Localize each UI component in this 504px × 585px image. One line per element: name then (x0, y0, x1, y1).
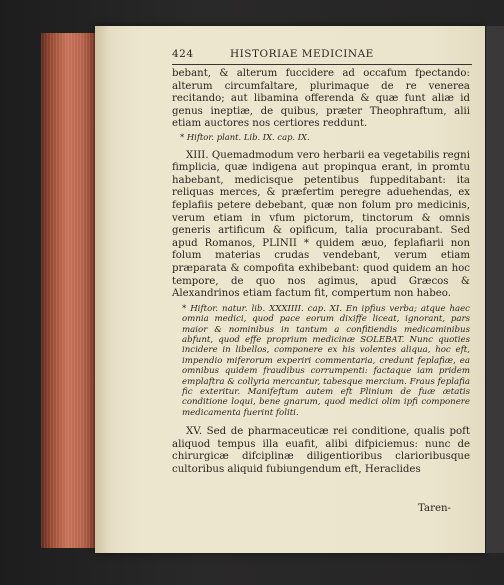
opening-paragraph: bebant, & alterum fuccidere ad occafum fpectando: alterum circumfaltare, plurimaque de re venerea recitando; aut libamina offerenda & quæ funt aliæ id genus ineptiæ, de quibus, præter Theophraftum, alii etiam auctores nos certiores reddunt. (172, 68, 470, 130)
section-xiii: XIII. Quemadmodum vero herbarii ea vegetabilis regni fimplicia, quæ indigena aut propinqua erant, in promtu habebant, medicisque petentibus fuppeditabant: ita reliquas merces, & præfertim peregre aduehendas, ex feplafiis petere debebant, quæ non folum pro medicinis, verum etiam in vfum pictorum, tinctorum & omnis generis artificum & opificum, talia procurabant. Sed apud Romanos, PLINII * quidem æuo, feplafiarii non folum materias crudas vendebant, verum etiam præparata & compofita exhibebant: quod quidem an hoc tempore, de quo nos agimus, apud Græcos & Alexandrinos etiam factum fit, compertum non habeo. (172, 149, 470, 300)
header-rule (172, 64, 472, 65)
page-number: 424 (172, 48, 194, 60)
scan-border (486, 26, 504, 553)
footnote-2: * Hiftor. natur. lib. XXXIIII. cap. XI. En ipfius verba; atque haec omnia medici, quod pace eorum dixiffe liceat, ignorant, pars maior & nominibus in tantum a confitiendis medicaminibus abfunt, quod effe proprium medicinæ SOLEBAT. Nunc quoties incidere in libellos, componere ex his volentes aliqua, hoc eft, impendio miferorum experiri commentaria, credunt feplafiæ, ea omnibus quidem fraudibus corrumpenti: factaque iam pridem emplaftra & collyria mercantur, tabesque mercium. Fraus feplafia fic exteritur. Manifeftum autem eft Plinium de fuæ ætatis conditione loqui, bene gnarum, quod medici olim ipfi componere medicamenta fuerint foliti. (182, 303, 470, 418)
catchword: Taren- (418, 503, 451, 514)
section-xv: XV. Sed de pharmaceuticæ rei conditione, qualis poft aliquod tempus illa euafit, alibi difpiciemus: nunc de chirurgicæ difciplinæ diligentioribus clarioribusque cultoribus aliquid fubiungendum eft, Heraclides (172, 426, 470, 475)
running-header (172, 48, 472, 64)
book-fore-edge (41, 33, 99, 548)
footnote-1: * Hiftor. plant. Lib. IX. cap. IX. (180, 131, 310, 142)
running-title: HISTORIAE MEDICINAE (230, 48, 374, 60)
page-body (172, 68, 470, 477)
